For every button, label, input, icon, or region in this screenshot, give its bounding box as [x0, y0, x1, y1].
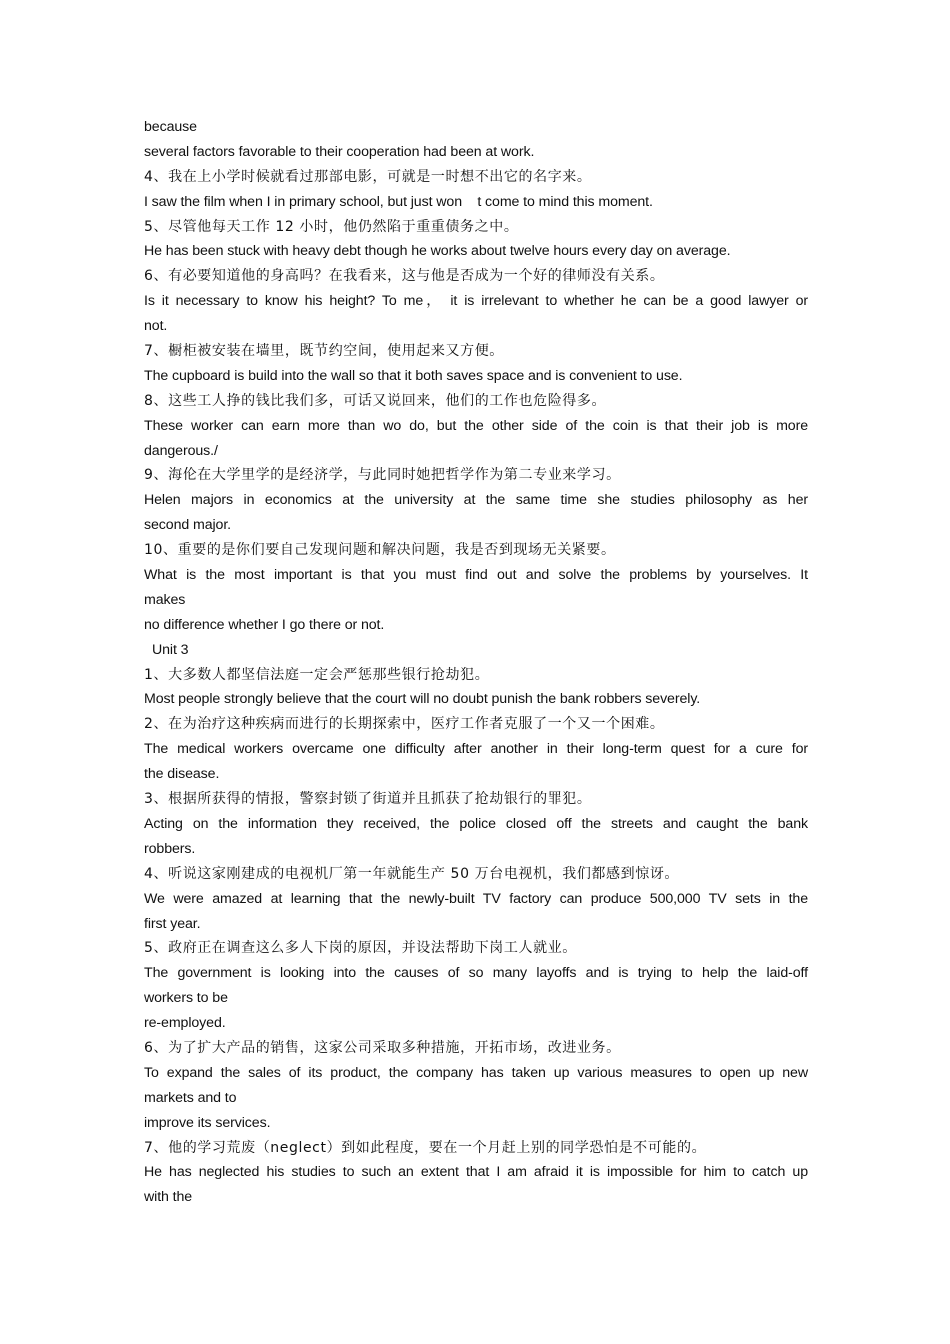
unit-heading: Unit 3 — [152, 641, 189, 658]
chinese-sentence: 7、他的学习荒废（neglect）到如此程度，要在一个月赶上别的同学恐怕是不可能的。 — [144, 1139, 707, 1156]
text-line: dangerous./ — [144, 442, 218, 459]
text-line: not. — [144, 318, 168, 335]
chinese-sentence: 10、重要的是你们要自己发现问题和解决问题，我是否到现场无关紧要。 — [144, 542, 616, 559]
text-line: re-employed. — [144, 1015, 226, 1032]
chinese-sentence: 6、为了扩大产品的销售，这家公司采取多种措施，开拓市场，改进业务。 — [144, 1039, 621, 1056]
chinese-sentence: 4、我在上小学时候就看过那部电影，可就是一时想不出它的名字来。 — [144, 168, 592, 185]
english-translation: Helen majors in economics at the university at the same time she studies philosophy as her — [144, 492, 808, 509]
text-line: robbers. — [144, 840, 196, 857]
english-translation: These worker can earn more than wo do, but the other side of the coin is that their job is more — [144, 417, 808, 434]
chinese-sentence: 3、根据所获得的情报，警察封锁了街道并且抓获了抢劫银行的罪犯。 — [144, 791, 592, 808]
text-line: improve its services. — [144, 1114, 271, 1131]
english-translation: Most people strongly believe that the court will no doubt punish the bank robbers severely. — [144, 691, 701, 708]
english-translation: The government is looking into the causes of so many layoffs and is trying to help the laid-off — [144, 965, 808, 982]
english-translation: The medical workers overcame one difficulty after another in their long-term quest for a cure for — [144, 741, 808, 758]
text-line: second major. — [144, 517, 232, 534]
text-line: no difference whether I go there or not. — [144, 616, 385, 633]
chinese-sentence: 4、听说这家刚建成的电视机厂第一年就能生产 50 万台电视机，我们都感到惊讶。 — [144, 865, 680, 882]
english-translation: He has been stuck with heavy debt though he works about twelve hours every day on average. — [144, 243, 731, 260]
text-line: markets and to — [144, 1089, 237, 1106]
english-translation: Acting on the information they received, the police closed off the streets and caught the bank — [144, 815, 808, 832]
english-translation: He has neglected his studies to such an extent that I am afraid it is impossible for him to catch up — [144, 1164, 808, 1181]
english-translation: I saw the film when I in primary school, but just won t come to mind this moment. — [144, 193, 653, 210]
chinese-sentence: 5、尽管他每天工作 12 小时，他仍然陷于重重债务之中。 — [144, 218, 519, 235]
text-line: with the — [144, 1189, 193, 1206]
text-line: because — [144, 119, 197, 135]
english-translation: The cupboard is build into the wall so that it both saves space and is convenient to use. — [144, 367, 683, 384]
text-line: the disease. — [144, 766, 220, 783]
english-translation: What is the most important is that you must find out and solve the problems by yourselves. It — [144, 567, 808, 584]
english-translation: We were amazed at learning that the newly-built TV factory can produce 500,000 TV sets in the — [144, 890, 808, 907]
text-line: several factors favorable to their cooperation had been at work. — [144, 143, 535, 160]
chinese-sentence: 9、海伦在大学里学的是经济学，与此同时她把哲学作为第二专业来学习。 — [144, 467, 621, 484]
chinese-sentence: 2、在为治疗这种疾病而进行的长期探索中，医疗工作者克服了一个又一个困难。 — [144, 716, 665, 733]
document-page — [144, 115, 808, 1210]
english-translation: To expand the sales of its product, the company has taken up various measures to open up new — [144, 1064, 808, 1081]
chinese-sentence: 6、有必要知道他的身高吗？在我看来，这与他是否成为一个好的律师没有关系。 — [144, 268, 665, 285]
chinese-sentence: 1、大多数人都坚信法庭一定会严惩那些银行抢劫犯。 — [144, 666, 490, 683]
text-line: first year. — [144, 915, 201, 932]
english-translation: Is it necessary to know his height? To me， it is irrelevant to whether he can be a good lawyer or — [144, 293, 808, 310]
text-line: makes — [144, 591, 186, 608]
chinese-sentence: 8、这些工人挣的钱比我们多，可话又说回来，他们的工作也危险得多。 — [144, 392, 607, 409]
chinese-sentence: 7、橱柜被安装在墙里，既节约空间，使用起来又方便。 — [144, 343, 504, 360]
chinese-sentence: 5、政府正在调查这么多人下岗的原因，并设法帮助下岗工人就业。 — [144, 940, 577, 957]
text-line: workers to be — [144, 990, 228, 1007]
